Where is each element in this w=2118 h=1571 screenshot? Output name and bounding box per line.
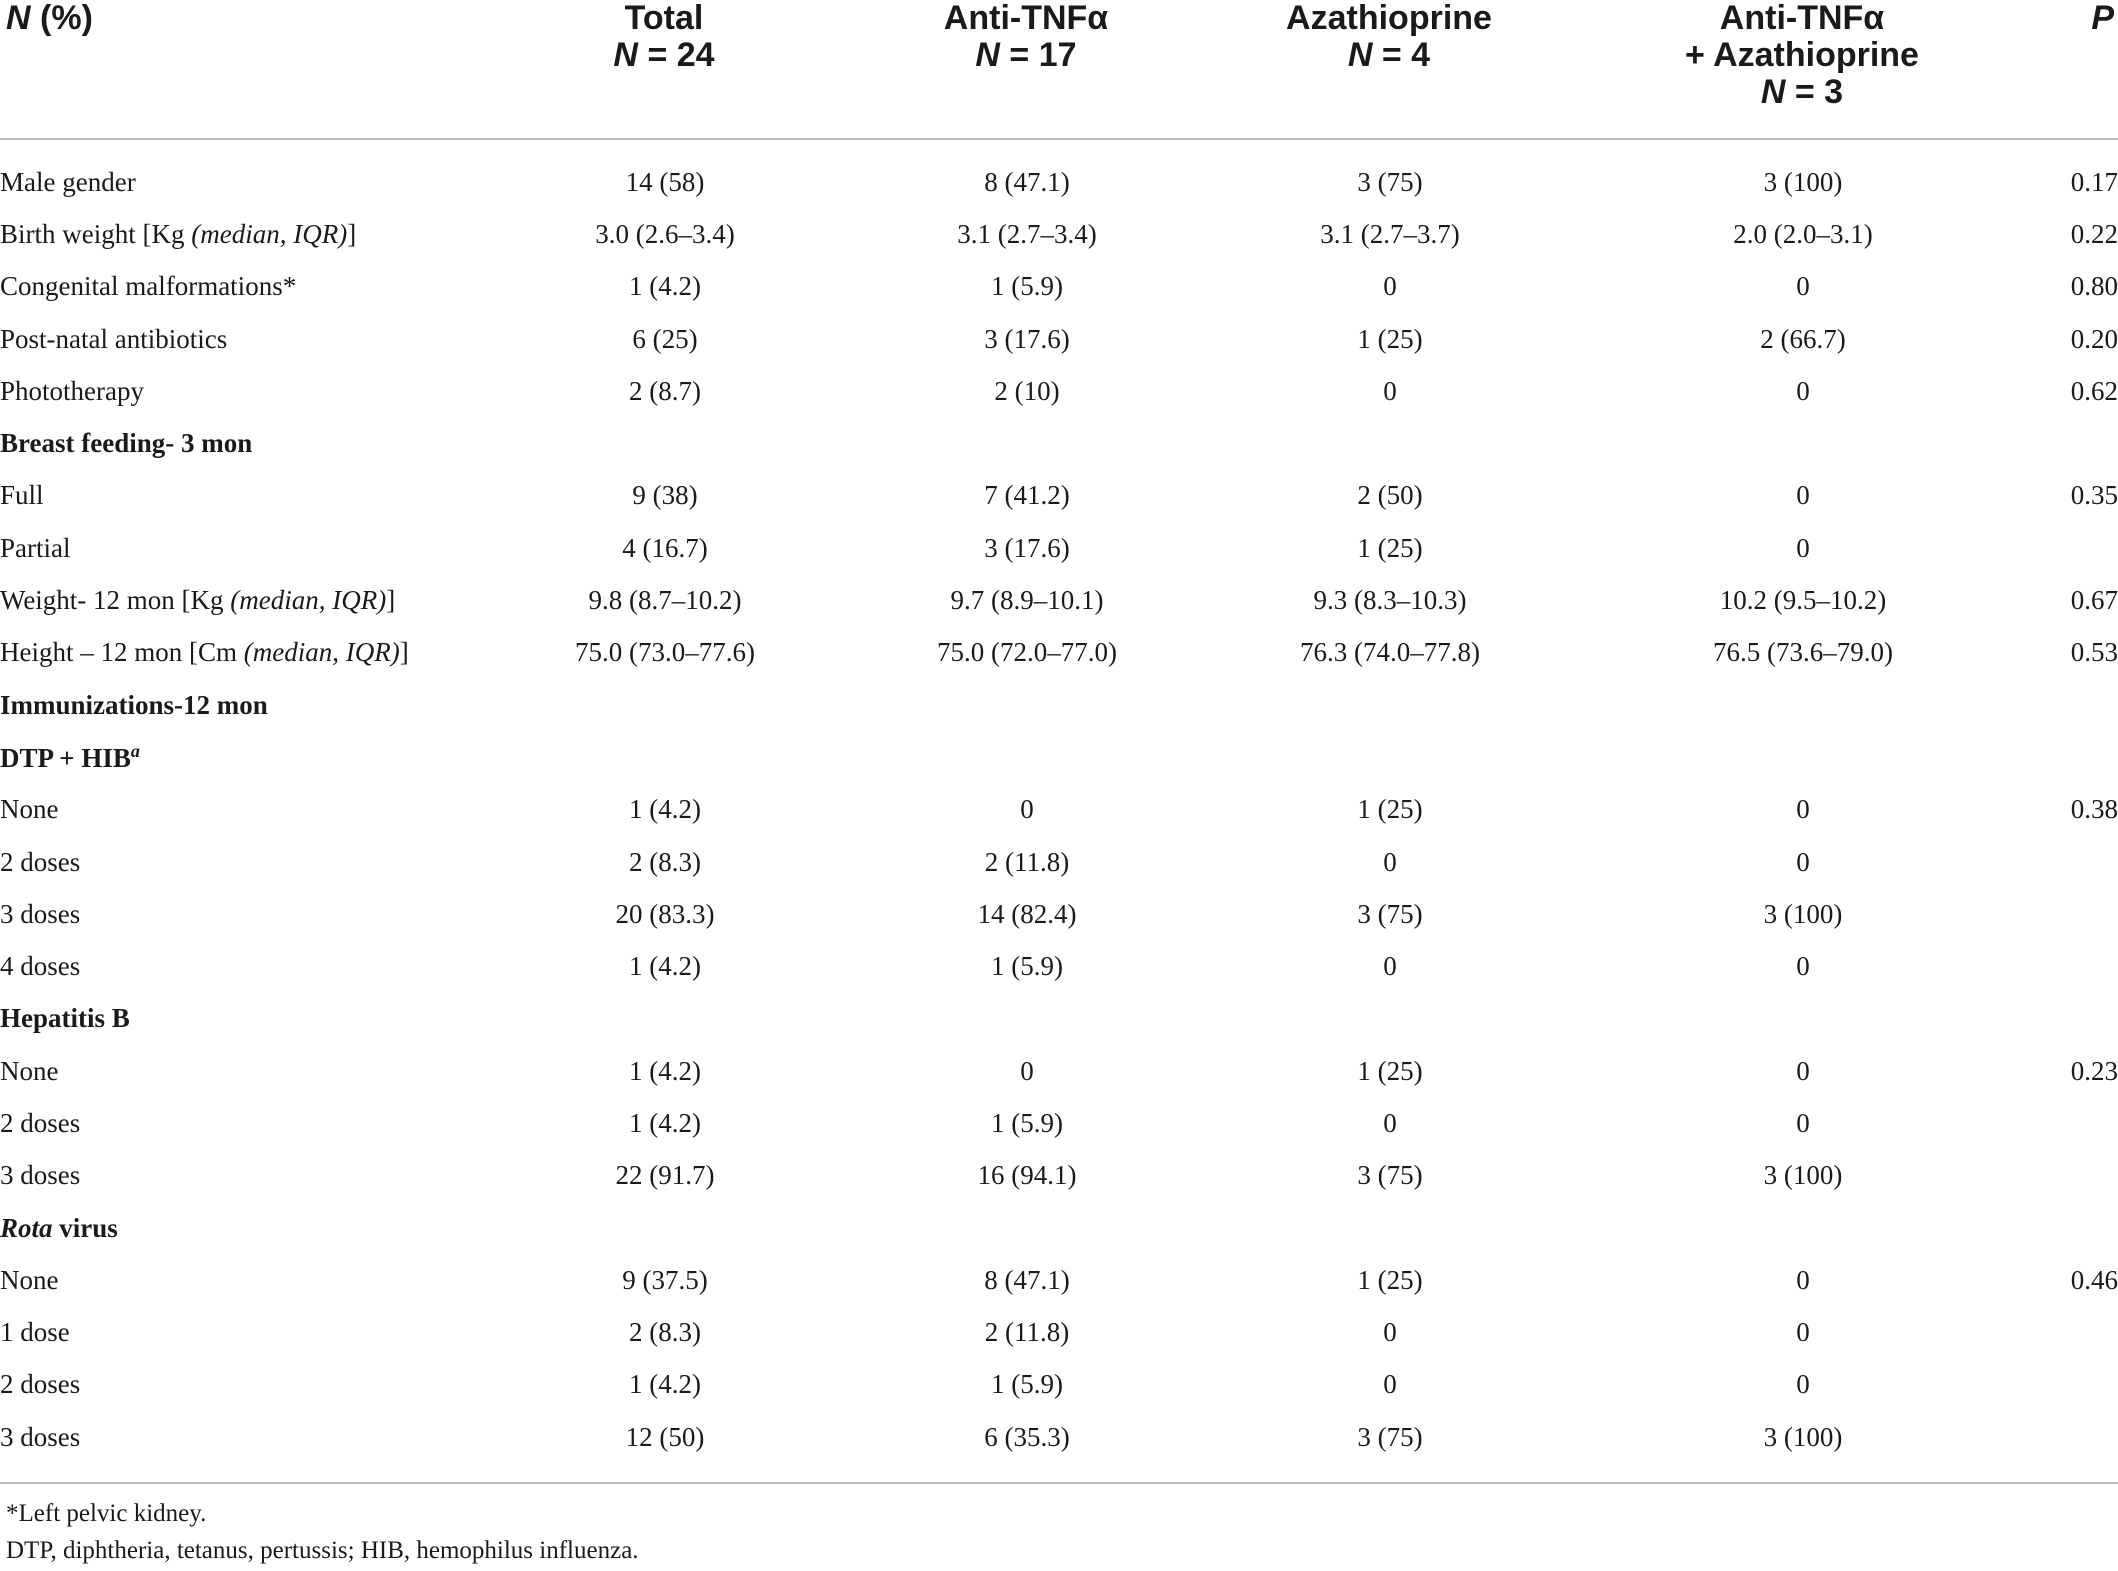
cell-value: 22 (91.7) [615,1160,715,1191]
cell-value: 0 [1383,1107,1397,1138]
data-table [0,156,2118,1463]
table-row [0,888,2118,940]
p-value-header: P [2091,0,2114,37]
cell-value: 8 (47.1) [984,1264,1070,1295]
cell-value: 3.0 (2.6–3.4) [595,218,735,249]
section-label: Breast feeding- 3 mon [0,428,253,459]
row-label: 3 doses [0,898,81,929]
p-value: 0.62 [2070,375,2118,406]
cell-value: 0 [1796,1264,1810,1295]
cell-value: 1 (25) [1357,323,1423,354]
cell-value: 0 [1020,794,1034,825]
table-row [0,1307,2118,1359]
cell-value: 9.8 (8.7–10.2) [588,585,742,616]
cell-value: 3 (100) [1763,1421,1843,1452]
cell-value: 9 (38) [632,480,698,511]
cell-value: 1 (25) [1357,532,1423,563]
header-divider [0,138,2118,140]
p-value [2034,888,2118,940]
p-value: 0.22 [2070,218,2118,249]
table-row [0,836,2118,888]
cell-value: 0 [1383,375,1397,406]
cell-value: 1 (25) [1357,1055,1423,1086]
row-label: Birth weight [Kg (median, IQR)] [0,218,357,249]
cell-value: 8 (47.1) [984,166,1070,197]
cell-value: 1 (25) [1357,794,1423,825]
row-label: Congenital malformations* [0,271,297,302]
p-value: 0.20 [2070,323,2118,354]
row-label: None [0,794,59,825]
cell-value: 9 (37.5) [622,1264,708,1295]
p-value: 0.17 [2070,166,2118,197]
row-label: 3 doses [0,1160,81,1191]
cell-value: 0 [1796,1317,1810,1348]
cell-value: 9.7 (8.9–10.1) [950,585,1104,616]
cell-value: 2 (10) [994,375,1060,406]
table-row [0,1150,2118,1202]
row-label: Male gender [0,166,136,197]
table-row [0,1254,2118,1306]
cell-value: 3 (75) [1357,898,1423,929]
row-label: 2 doses [0,846,81,877]
cell-value: 3 (17.6) [984,532,1070,563]
section-row [0,417,2118,469]
cell-value: 3 (75) [1357,166,1423,197]
cell-value: 76.5 (73.6–79.0) [1713,637,1893,668]
cell-value: 3.1 (2.7–3.7) [1320,218,1460,249]
row-label: Height – 12 mon [Cm (median, IQR)] [0,637,409,668]
cell-value: 0 [1383,951,1397,982]
cell-value: 3 (75) [1357,1421,1423,1452]
cell-value: 1 (5.9) [991,271,1063,302]
cell-value: 1 (4.2) [629,794,701,825]
row-label: Partial [0,532,71,563]
p-value: 0.53 [2070,637,2118,668]
footer-divider [0,1482,2118,1484]
table-row [0,1045,2118,1097]
cell-value: 75.0 (72.0–77.0) [937,637,1117,668]
p-value [2034,1359,2118,1411]
p-value [2034,522,2118,574]
cell-value: 2 (66.7) [1760,323,1846,354]
cell-value: 0 [1020,1055,1034,1086]
cell-value: 9.3 (8.3–10.3) [1313,585,1467,616]
cell-value: 3 (17.6) [984,323,1070,354]
cell-value: 0 [1796,1107,1810,1138]
col-header-total: Total N = 24 [613,0,715,74]
table-row [0,784,2118,836]
row-label: 1 dose [0,1317,70,1348]
section-label: Immunizations-12 mon [0,689,268,720]
cell-value: 76.3 (74.0–77.8) [1300,637,1480,668]
row-label: Phototherapy [0,375,144,406]
section-row [0,731,2118,783]
cell-value: 0 [1796,951,1810,982]
p-value: 0.46 [2070,1264,2118,1295]
cell-value: 10.2 (9.5–10.2) [1719,585,1887,616]
cell-value: 1 (5.9) [991,1369,1063,1400]
table-row [0,522,2118,574]
cell-value: 75.0 (73.0–77.6) [575,637,755,668]
cell-value: 6 (25) [632,323,698,354]
p-value [2034,1097,2118,1149]
cell-value: 20 (83.3) [615,898,715,929]
cell-value: 0 [1796,271,1810,302]
p-value [2034,836,2118,888]
footnote-1: *Left pelvic kidney. [6,1500,207,1527]
cell-value: 0 [1383,1369,1397,1400]
table-row [0,627,2118,679]
row-label: None [0,1055,59,1086]
cell-value: 16 (94.1) [977,1160,1077,1191]
cell-value: 1 (5.9) [991,951,1063,982]
table-row [0,261,2118,313]
col-header-azathioprine: Azathioprine N = 4 [1286,0,1492,74]
p-value: 0.38 [2070,794,2118,825]
cell-value: 1 (5.9) [991,1107,1063,1138]
cell-value: 14 (58) [625,166,705,197]
table-row [0,1097,2118,1149]
col-header-anti-tnf: Anti-TNFα N = 17 [943,0,1109,74]
table-row [0,156,2118,208]
cell-value: 0 [1383,271,1397,302]
p-value [2034,1307,2118,1359]
row-label: 2 doses [0,1107,81,1138]
table-row [0,365,2118,417]
cell-value: 2 (8.3) [629,1317,701,1348]
cell-value: 1 (4.2) [629,271,701,302]
cell-value: 1 (25) [1357,1264,1423,1295]
section-label: Hepatitis B [0,1003,130,1034]
col-header-combination: Anti-TNFα + Azathioprine N = 3 [1685,0,1919,111]
table-row [0,574,2118,626]
p-value [2034,940,2118,992]
cell-value: 0 [1383,1317,1397,1348]
cell-value: 2 (8.7) [629,375,701,406]
cell-value: 0 [1796,846,1810,877]
p-value: 0.23 [2070,1055,2118,1086]
row-label: Full [0,480,44,511]
row-label: None [0,1264,59,1295]
row-label-header: N (%) [6,0,93,37]
table-row [0,470,2118,522]
p-value: 0.35 [2070,480,2118,511]
cell-value: 12 (50) [625,1421,705,1452]
cell-value: 3 (100) [1763,166,1843,197]
cell-value: 7 (41.2) [984,480,1070,511]
p-value: 0.67 [2070,585,2118,616]
section-label: DTP + $HIB^a$ [0,740,140,773]
table-row [0,208,2118,260]
row-label: Weight- 12 mon [Kg (median, IQR)] [0,585,396,616]
footnote-2: DTP, diphtheria, tetanus, pertussis; HIB, hemophilus influenza. [6,1537,639,1564]
p-value [2034,1150,2118,1202]
cell-value: 3 (100) [1763,1160,1843,1191]
section-row [0,993,2118,1045]
p-value [2034,1411,2118,1463]
section-row [0,1202,2118,1254]
cell-value: 3 (100) [1763,898,1843,929]
row-label: 3 doses [0,1421,81,1452]
cell-value: 1 (4.2) [629,1369,701,1400]
cell-value: 2 (8.3) [629,846,701,877]
cell-value: 1 (4.2) [629,951,701,982]
cell-value: 1 (4.2) [629,1107,701,1138]
cell-value: 6 (35.3) [984,1421,1070,1452]
cell-value: 4 (16.7) [622,532,708,563]
cell-value: 0 [1796,532,1810,563]
cell-value: 0 [1796,375,1810,406]
row-label: 4 doses [0,951,81,982]
cell-value: 14 (82.4) [977,898,1077,929]
section-label: Rota virus [0,1212,118,1243]
cell-value: 2 (11.8) [984,846,1070,877]
cell-value: 2 (50) [1357,480,1423,511]
cell-value: 2 (11.8) [984,1317,1070,1348]
row-label: 2 doses [0,1369,81,1400]
cell-value: 0 [1383,846,1397,877]
table-row [0,313,2118,365]
cell-value: 0 [1796,794,1810,825]
cell-value: 2.0 (2.0–3.1) [1733,218,1873,249]
cell-value: 0 [1796,1369,1810,1400]
table-row [0,940,2118,992]
row-label: Post-natal antibiotics [0,323,228,354]
cell-value: 0 [1796,1055,1810,1086]
section-row [0,679,2118,731]
cell-value: 3.1 (2.7–3.4) [957,218,1097,249]
cell-value: 3 (75) [1357,1160,1423,1191]
cell-value: 1 (4.2) [629,1055,701,1086]
p-value: 0.80 [2070,271,2118,302]
table-row [0,1411,2118,1463]
cell-value: 0 [1796,480,1810,511]
table-row [0,1359,2118,1411]
